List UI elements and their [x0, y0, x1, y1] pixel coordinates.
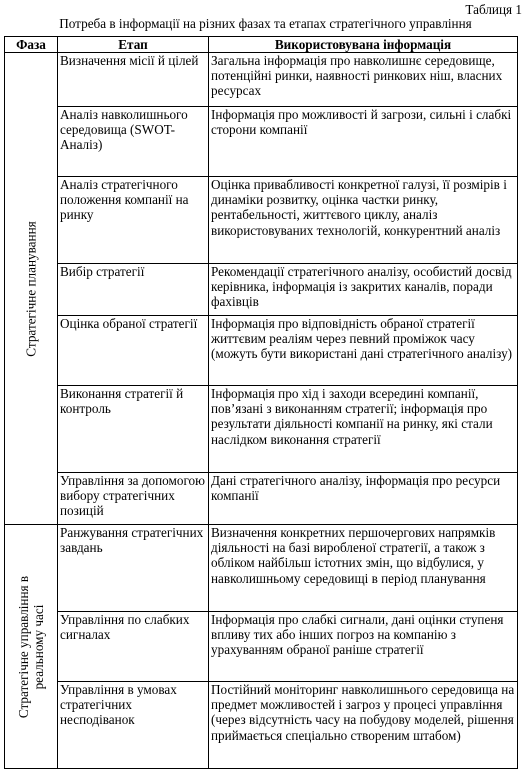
table-row [5, 473, 518, 525]
table-row [5, 386, 518, 473]
stage-cell: Оцінка обраної стратегії [58, 316, 209, 386]
table-row [5, 53, 518, 107]
phase-label: Стратегічне планування [23, 220, 39, 357]
header-info: Використовувана інформація [209, 37, 518, 53]
phase-cell-real-time-management [5, 525, 58, 769]
table-title: Потреба в інформації на різних фазах та етапах стратегічного управління [59, 16, 472, 31]
header-phase: Фаза [5, 37, 58, 53]
stage-cell: Визначення місії й цілей [58, 53, 209, 107]
table-row [5, 682, 518, 769]
info-cell: Інформація про можливості й загрози, сильні і слабкі сторони компанії [209, 107, 518, 177]
phase-label-line-1: Стратегічне управління в [16, 575, 31, 718]
stage-cell: Аналіз стратегічного положення компанії на ринку [58, 177, 209, 264]
table-row [5, 525, 518, 612]
info-cell: Оцінка привабливості конкретної галузі, її розмірів і динаміки розвитку, оцінка частки ринку, рентабельності, життєвого циклу, аналіз використовуваних технологій, конкурентний аналіз [209, 177, 518, 264]
info-cell: Визначення конкретних першочергових напрямків діяльності на базі виробленої стратегії, а також з обліком найбільш істотних змін, що відбулися, у навколишньому середовищі в період планування [209, 525, 518, 612]
stage-cell: Вибір стратегії [58, 264, 209, 316]
stage-cell: Управління по слабких сигналах [58, 612, 209, 682]
stage-cell: Виконання стратегії й контроль [58, 386, 209, 473]
info-cell: Інформація про відповідність обраної стратегії життєвим реаліям через певний проміжок часу (можуть бути використані дані стратегічного аналізу) [209, 316, 518, 386]
info-cell: Інформація про слабкі сигнали, дані оцінки ступеня впливу тих або інших погроз на компанію з урахуванням обраної раніше стратегії [209, 612, 518, 682]
strategy-information-table [4, 36, 518, 769]
phase-label-line-2: реальному часі [31, 604, 46, 689]
phase-cell-strategic-planning [5, 53, 58, 525]
table-row [5, 612, 518, 682]
table-row [5, 264, 518, 316]
header-stage: Етап [58, 37, 209, 53]
header-row [5, 37, 518, 53]
table-number: Таблиця 1 [465, 2, 522, 17]
stage-cell: Аналіз навколишнього середовища (SWOT-Аналіз) [58, 107, 209, 177]
info-cell: Рекомендації стратегічного аналізу, особистий досвід керівника, інформація із закритих каналів, поради фахівців [209, 264, 518, 316]
table-row [5, 316, 518, 386]
phase-label [16, 575, 46, 717]
info-cell: Інформація про хід і заходи всередині компанії, пов’язані з виконанням стратегії; інформація про результати діяльності компанії на ринку, які стали наслідком виконання стратегії [209, 386, 518, 473]
table-row [5, 107, 518, 177]
info-cell: Загальна інформація про навколишнє середовище, потенційні ринки, наявності ринкових ніш, власних ресурсах [209, 53, 518, 107]
info-cell: Дані стратегічного аналізу, інформація про ресурси компанії [209, 473, 518, 525]
info-cell: Постійний моніторинг навколишнього середовища на предмет можливостей і загроз у процесі управління (через відсутність часу на побудову моделей, рішення приймається спеціально створеним штабом) [209, 682, 518, 769]
stage-cell: Управління в умовах стратегічних несподіванок [58, 682, 209, 769]
stage-cell: Ранжування стратегічних завдань [58, 525, 209, 612]
stage-cell: Управління за допомогою вибору стратегічних позицій [58, 473, 209, 525]
table-row [5, 177, 518, 264]
